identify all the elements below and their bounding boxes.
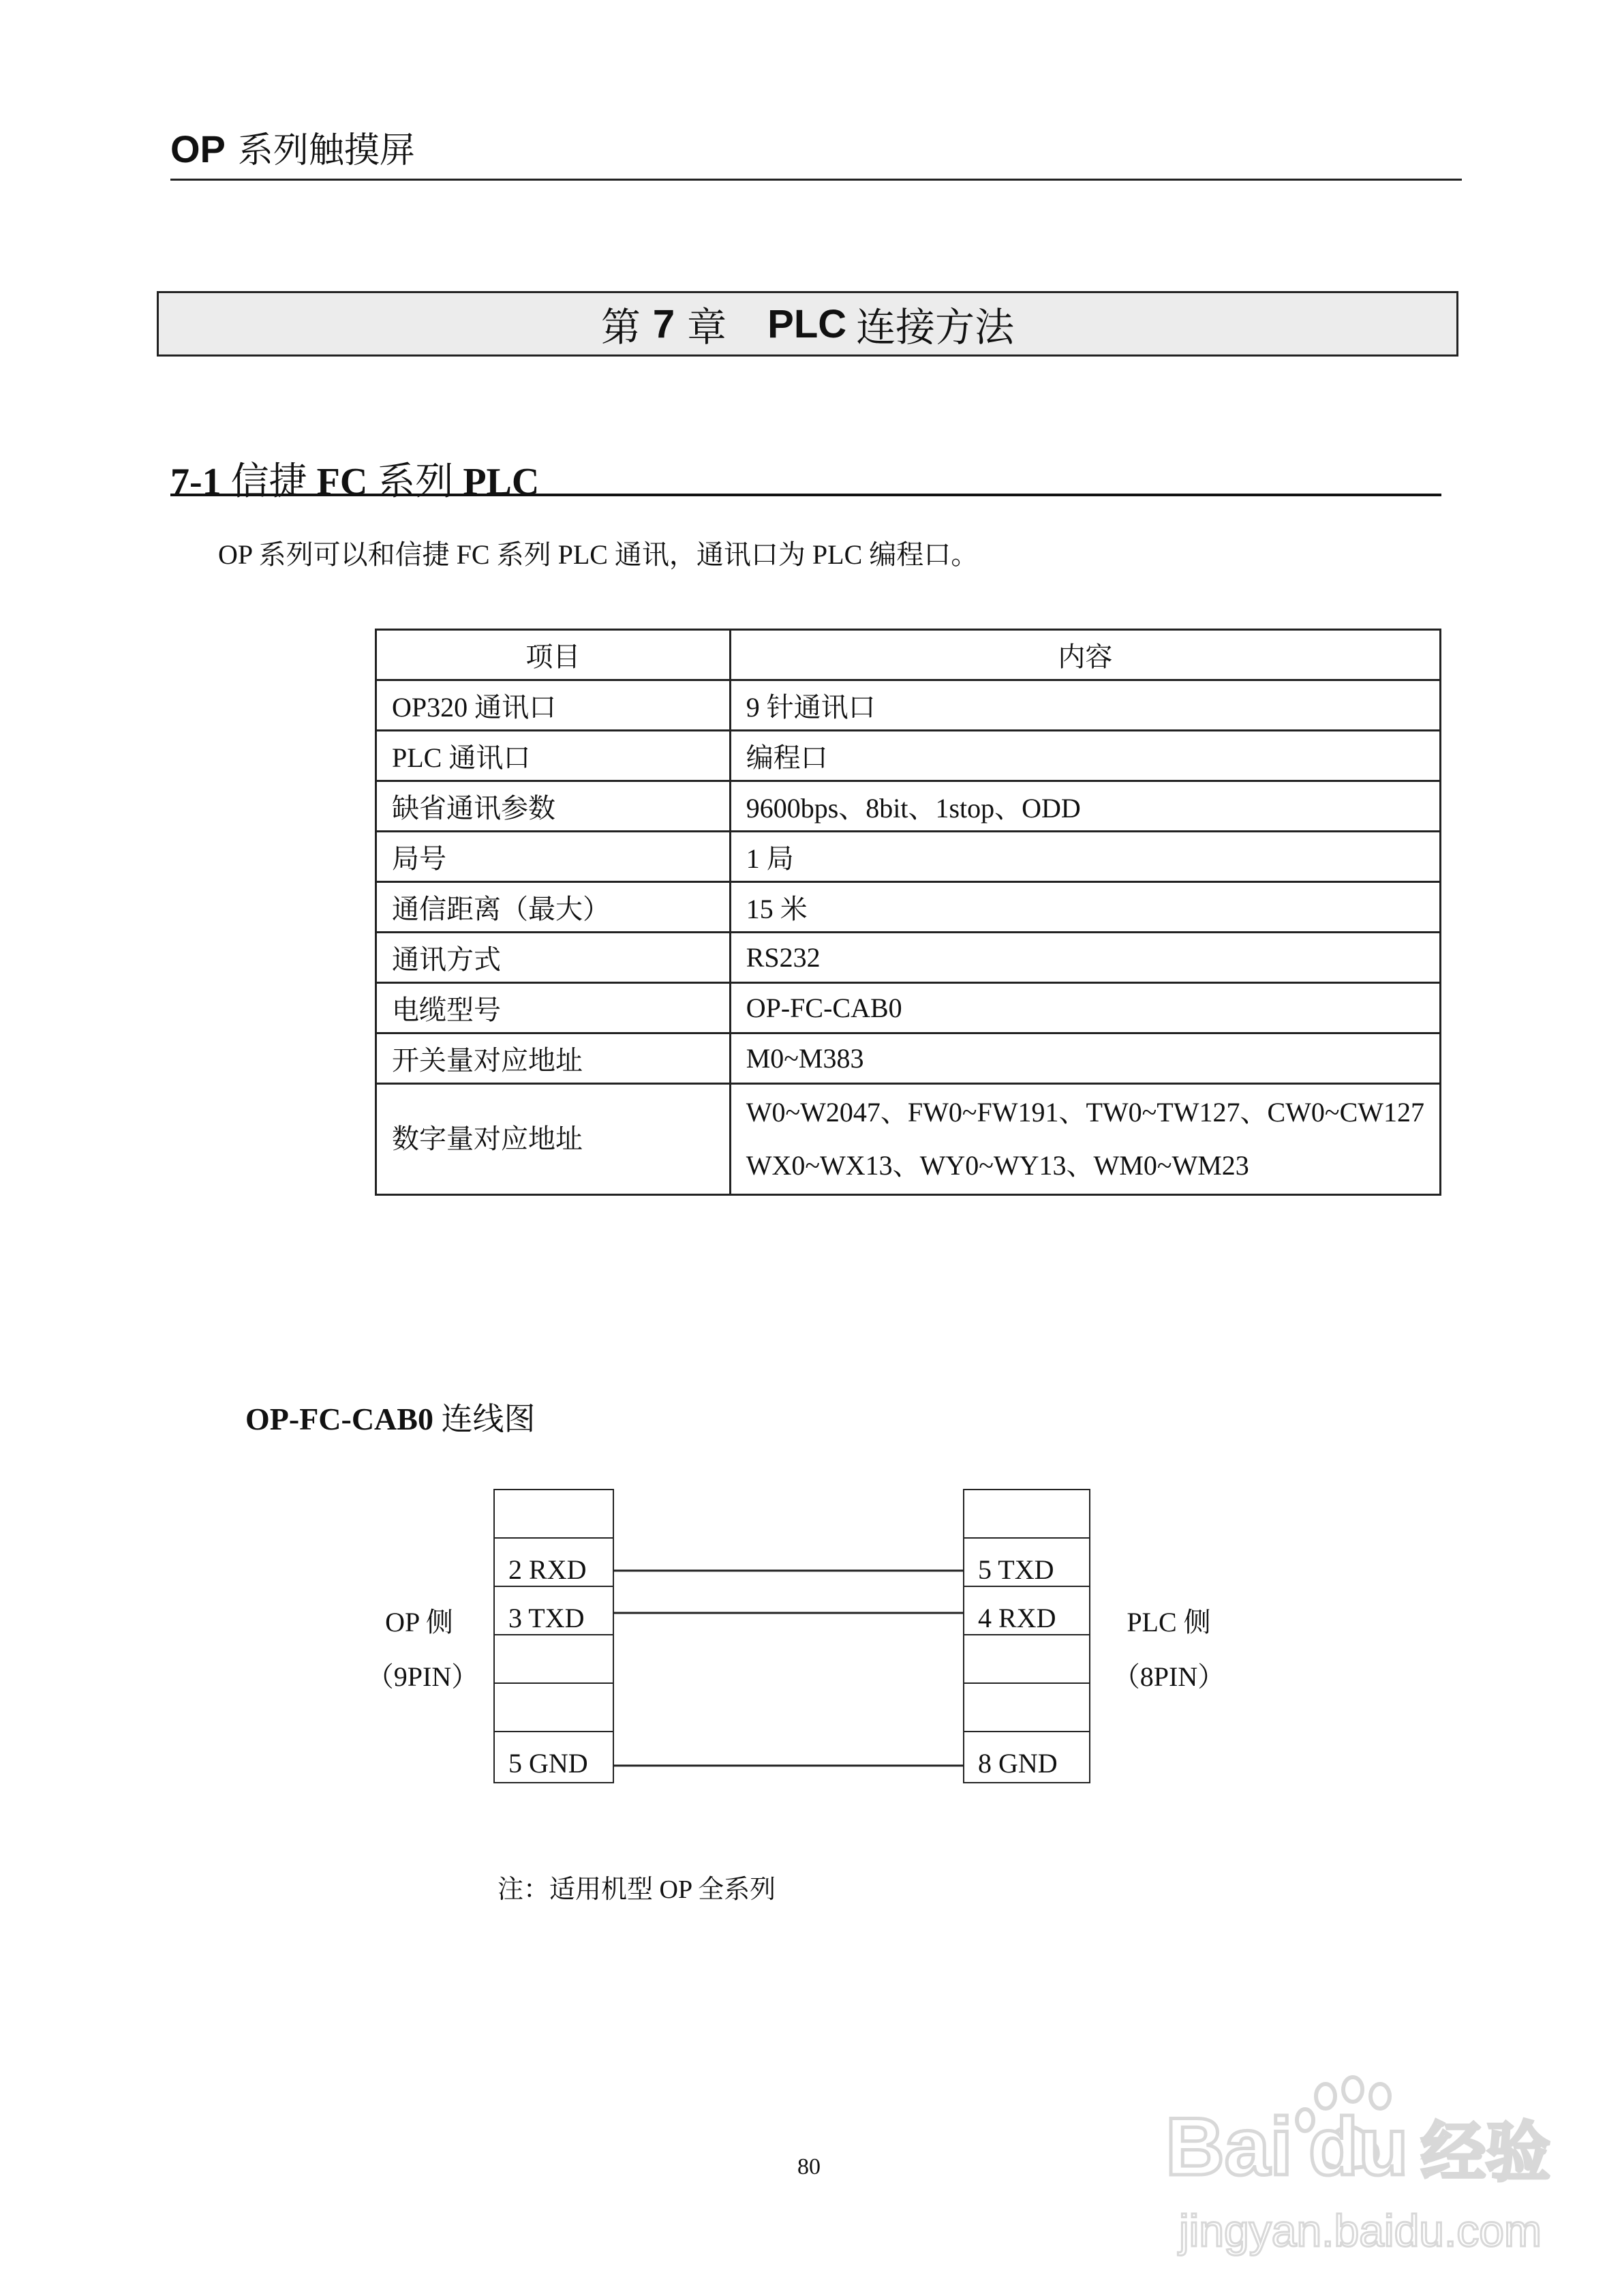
table-header-content: 内容 (730, 630, 1440, 680)
op-pin-cell (495, 1490, 613, 1539)
plc-side-label: PLC 侧 (1127, 1607, 1211, 1637)
plc-pin-cell: 5 TXD (964, 1539, 1089, 1587)
plc-pin-cell (964, 1684, 1089, 1732)
chapter-plc: PLC (767, 301, 847, 346)
table-cell-label: PLC 通讯口 (376, 731, 731, 781)
table-row (376, 983, 1441, 1033)
chapter-prefix: 第 (600, 305, 641, 350)
chapter-suffix: 章 (687, 305, 727, 350)
address-line-1: W0~W2047、FW0~FW191、TW0~TW127、CW0~CW127 (746, 1097, 1424, 1128)
table-cell-label: 缺省通讯参数 (376, 781, 731, 832)
plc-pin-cell (964, 1635, 1089, 1684)
table-row (376, 832, 1441, 882)
baidu-watermark-logo (1152, 2072, 1561, 2270)
diagram-title-cable: OP-FC-CAB0 (245, 1402, 433, 1436)
note: 注：适用机型 OP 全系列 (498, 1875, 776, 1904)
section-title-cjk: 信捷 (230, 461, 307, 503)
page-number: 80 (797, 2154, 821, 2179)
plc-connector (963, 1489, 1090, 1783)
table-header-item: 项目 (376, 630, 731, 680)
table-row (376, 731, 1441, 781)
table-row (376, 933, 1441, 983)
op-pin-cell: 2 RXD (495, 1539, 613, 1587)
table-cell-label: 电缆型号 (376, 983, 731, 1033)
header-divider (170, 179, 1462, 181)
chapter-title: 连接方法 (856, 305, 1015, 350)
table-cell-label: 数字量对应地址 (376, 1084, 731, 1195)
table-row (376, 680, 1441, 731)
table-row (376, 1084, 1441, 1195)
section-plc: PLC (463, 461, 540, 503)
table-cell-label: OP320 通讯口 (376, 680, 731, 731)
op-pin-cell (495, 1684, 613, 1732)
table-cell-value: M0~M383 (730, 1033, 1440, 1084)
plc-pin-count: （8PIN） (1112, 1661, 1225, 1692)
table-cell-value: 9600bps、8bit、1stop、ODD (730, 781, 1440, 832)
table-cell-label: 通信距离（最大） (376, 882, 731, 933)
table-cell-value: 编程口 (730, 731, 1440, 781)
wiring-lines (613, 1489, 964, 1783)
section-number: 7-1 (170, 461, 221, 503)
chapter-number: 7 (652, 301, 675, 346)
watermark-brand2: du (1309, 2101, 1409, 2192)
op-connector (493, 1489, 614, 1783)
header-title: 系列触摸屏 (237, 131, 415, 170)
table-cell-label: 通讯方式 (376, 933, 731, 983)
table-row (376, 882, 1441, 933)
plc-pin-cell (964, 1490, 1089, 1539)
table-cell-value: OP-FC-CAB0 (730, 983, 1440, 1033)
section-title-cjk2: 系列 (377, 461, 454, 503)
address-line-2: WX0~WX13、WY0~WY13、WM0~WM23 (746, 1150, 1249, 1181)
op-pin-count: （9PIN） (366, 1661, 479, 1692)
section-underline (170, 494, 1441, 496)
header-brand: OP (170, 127, 226, 170)
op-side-label: OP 侧 (385, 1607, 453, 1637)
table-row (376, 781, 1441, 832)
plc-pin-cell: 4 RXD (964, 1587, 1089, 1635)
table-cell-value: 9 针通讯口 (730, 680, 1440, 731)
op-pin-cell (495, 1635, 613, 1684)
op-pin-cell: 5 GND (508, 1748, 588, 1779)
watermark-brand: Bai (1165, 2101, 1293, 2192)
diagram-title (245, 1394, 535, 1439)
table-cell-value: 15 米 (730, 882, 1440, 933)
chapter-banner (157, 291, 1458, 357)
table-cell-label: 局号 (376, 832, 731, 882)
op-pin-cell: 3 TXD (495, 1587, 613, 1635)
table-cell-value: RS232 (730, 933, 1440, 983)
table-cell-value-multiline (730, 1084, 1440, 1195)
table-cell-value: 1 局 (730, 832, 1440, 882)
watermark-cn: 经验 (1421, 2115, 1551, 2190)
watermark-url: jingyan.baidu.com (1179, 2205, 1542, 2256)
intro-paragraph: OP 系列可以和信捷 FC 系列 PLC 通讯，通讯口为 PLC 编程口。 (218, 539, 979, 570)
section-heading (170, 451, 539, 506)
diagram-title-rest: 连线图 (441, 1402, 536, 1436)
plc-pin-cell: 8 GND (978, 1748, 1058, 1779)
table-row (376, 1033, 1441, 1084)
section-fc: FC (316, 461, 368, 503)
running-header (170, 121, 415, 172)
table-header-row (376, 630, 1441, 680)
spec-table (375, 629, 1441, 1196)
table-cell-label: 开关量对应地址 (376, 1033, 731, 1084)
